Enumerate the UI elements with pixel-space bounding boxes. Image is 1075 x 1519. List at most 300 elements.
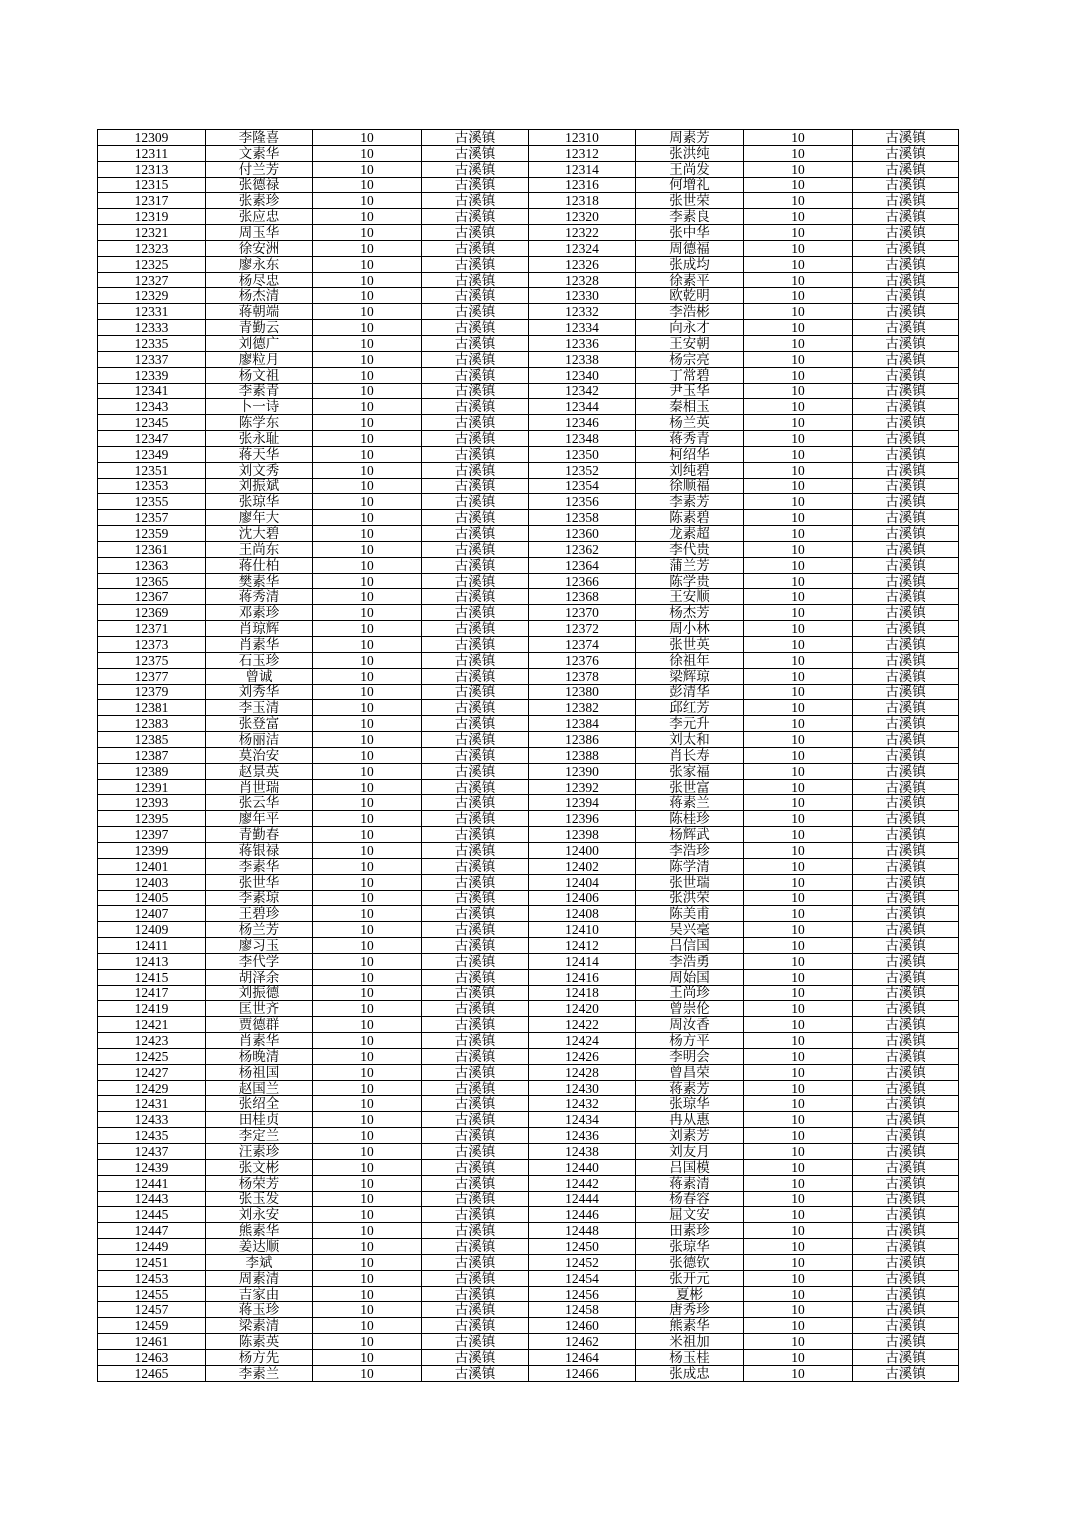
name-cell: 杨宗亮 [636,351,744,367]
town-cell: 古溪镇 [853,510,959,526]
id-cell: 12465 [98,1365,206,1381]
town-cell: 古溪镇 [422,779,529,795]
id-cell: 12376 [529,652,636,668]
table-row [98,541,959,557]
name-cell: 刘振德 [206,985,313,1001]
amount-cell: 10 [313,1191,422,1207]
amount-cell: 10 [744,351,853,367]
name-cell: 蒋秀清 [206,589,313,605]
town-cell: 古溪镇 [853,351,959,367]
id-cell: 12400 [529,842,636,858]
town-cell: 古溪镇 [853,225,959,241]
id-cell: 12404 [529,874,636,890]
town-cell: 古溪镇 [422,130,529,146]
town-cell: 古溪镇 [422,795,529,811]
table-row [98,272,959,288]
id-cell: 12383 [98,716,206,732]
table-row [98,795,959,811]
table-row [98,1159,959,1175]
amount-cell: 10 [744,1349,853,1365]
table-row [98,225,959,241]
town-cell: 古溪镇 [422,1334,529,1350]
table-row [98,716,959,732]
name-cell: 杨兰芳 [206,922,313,938]
town-cell: 古溪镇 [853,161,959,177]
town-cell: 古溪镇 [853,652,959,668]
town-cell: 古溪镇 [422,193,529,209]
town-cell: 古溪镇 [422,1223,529,1239]
id-cell: 12335 [98,335,206,351]
amount-cell: 10 [744,700,853,716]
name-cell: 刘秀华 [206,684,313,700]
town-cell: 古溪镇 [422,621,529,637]
amount-cell: 10 [744,890,853,906]
table-row [98,1001,959,1017]
table-row [98,1270,959,1286]
table-row [98,256,959,272]
amount-cell: 10 [313,1033,422,1049]
amount-cell: 10 [313,1223,422,1239]
name-cell: 李代学 [206,953,313,969]
amount-cell: 10 [313,557,422,573]
id-cell: 12435 [98,1128,206,1144]
table-row [98,209,959,225]
name-cell: 尹玉华 [636,383,744,399]
town-cell: 古溪镇 [853,240,959,256]
name-cell: 张世富 [636,779,744,795]
id-cell: 12461 [98,1334,206,1350]
name-cell: 张琼华 [636,1239,744,1255]
amount-cell: 10 [313,1096,422,1112]
name-cell: 廖永东 [206,256,313,272]
table-row [98,842,959,858]
id-cell: 12410 [529,922,636,938]
name-cell: 张世英 [636,637,744,653]
amount-cell: 10 [744,209,853,225]
id-cell: 12407 [98,906,206,922]
town-cell: 古溪镇 [422,478,529,494]
name-cell: 徐顺福 [636,478,744,494]
name-cell: 徐素平 [636,272,744,288]
id-cell: 12310 [529,130,636,146]
table-row [98,1033,959,1049]
name-cell: 王尚珍 [636,985,744,1001]
id-cell: 12427 [98,1064,206,1080]
table-row [98,335,959,351]
town-cell: 古溪镇 [422,494,529,510]
amount-cell: 10 [313,1302,422,1318]
name-cell: 杨杰芳 [636,605,744,621]
id-cell: 12315 [98,177,206,193]
town-cell: 古溪镇 [853,827,959,843]
id-cell: 12386 [529,732,636,748]
id-cell: 12323 [98,240,206,256]
town-cell: 古溪镇 [853,145,959,161]
name-cell: 欧乾明 [636,288,744,304]
town-cell: 古溪镇 [853,621,959,637]
name-cell: 丁常碧 [636,367,744,383]
table-row [98,732,959,748]
amount-cell: 10 [313,922,422,938]
table-row [98,906,959,922]
town-cell: 古溪镇 [853,1001,959,1017]
id-cell: 12336 [529,335,636,351]
name-cell: 赵景英 [206,763,313,779]
table-row [98,1365,959,1381]
amount-cell: 10 [313,874,422,890]
town-cell: 古溪镇 [853,1033,959,1049]
town-cell: 古溪镇 [422,462,529,478]
id-cell: 12324 [529,240,636,256]
id-cell: 12396 [529,811,636,827]
town-cell: 古溪镇 [853,1286,959,1302]
id-cell: 12355 [98,494,206,510]
town-cell: 古溪镇 [422,1302,529,1318]
table-row [98,1128,959,1144]
name-cell: 蒋素清 [636,1175,744,1191]
town-cell: 古溪镇 [422,969,529,985]
amount-cell: 10 [744,605,853,621]
amount-cell: 10 [744,541,853,557]
id-cell: 12413 [98,953,206,969]
table-row [98,1144,959,1160]
name-cell: 李素青 [206,383,313,399]
town-cell: 古溪镇 [853,1207,959,1223]
name-cell: 杨方先 [206,1349,313,1365]
amount-cell: 10 [744,906,853,922]
id-cell: 12332 [529,304,636,320]
name-cell: 杨辉武 [636,827,744,843]
id-cell: 12379 [98,684,206,700]
amount-cell: 10 [744,779,853,795]
id-cell: 12309 [98,130,206,146]
amount-cell: 10 [313,145,422,161]
id-cell: 12402 [529,858,636,874]
id-cell: 12381 [98,700,206,716]
table-row [98,589,959,605]
id-cell: 12408 [529,906,636,922]
amount-cell: 10 [744,716,853,732]
id-cell: 12319 [98,209,206,225]
amount-cell: 10 [313,1254,422,1270]
town-cell: 古溪镇 [853,700,959,716]
amount-cell: 10 [744,1254,853,1270]
amount-cell: 10 [313,1048,422,1064]
name-cell: 青勤春 [206,827,313,843]
town-cell: 古溪镇 [422,1048,529,1064]
table-row [98,858,959,874]
town-cell: 古溪镇 [422,1318,529,1334]
town-cell: 古溪镇 [853,589,959,605]
town-cell: 古溪镇 [853,1365,959,1381]
name-cell: 肖素华 [206,1033,313,1049]
town-cell: 古溪镇 [853,684,959,700]
amount-cell: 10 [313,272,422,288]
name-cell: 周德福 [636,240,744,256]
table-row [98,1207,959,1223]
table-row [98,145,959,161]
id-cell: 12394 [529,795,636,811]
name-cell: 莫治安 [206,747,313,763]
table-row [98,177,959,193]
id-cell: 12363 [98,557,206,573]
id-cell: 12453 [98,1270,206,1286]
amount-cell: 10 [313,605,422,621]
id-cell: 12431 [98,1096,206,1112]
town-cell: 古溪镇 [853,1239,959,1255]
town-cell: 古溪镇 [422,1365,529,1381]
town-cell: 古溪镇 [422,446,529,462]
amount-cell: 10 [744,1048,853,1064]
town-cell: 古溪镇 [422,351,529,367]
id-cell: 12340 [529,367,636,383]
name-cell: 杨尽忠 [206,272,313,288]
amount-cell: 10 [744,320,853,336]
table-row [98,494,959,510]
town-cell: 古溪镇 [853,1017,959,1033]
town-cell: 古溪镇 [422,922,529,938]
id-cell: 12436 [529,1128,636,1144]
amount-cell: 10 [744,1223,853,1239]
amount-cell: 10 [313,478,422,494]
table-row [98,415,959,431]
town-cell: 古溪镇 [853,637,959,653]
amount-cell: 10 [313,1112,422,1128]
data-table [97,129,959,1382]
amount-cell: 10 [744,431,853,447]
town-cell: 古溪镇 [853,1191,959,1207]
town-cell: 古溪镇 [422,890,529,906]
id-cell: 12360 [529,526,636,542]
town-cell: 古溪镇 [422,399,529,415]
id-cell: 12331 [98,304,206,320]
town-cell: 古溪镇 [853,304,959,320]
name-cell: 周素芳 [636,130,744,146]
name-cell: 张玉发 [206,1191,313,1207]
amount-cell: 10 [744,589,853,605]
amount-cell: 10 [313,1318,422,1334]
id-cell: 12348 [529,431,636,447]
town-cell: 古溪镇 [853,1144,959,1160]
table-row [98,557,959,573]
town-cell: 古溪镇 [422,1207,529,1223]
amount-cell: 10 [313,431,422,447]
table-row [98,1048,959,1064]
amount-cell: 10 [744,874,853,890]
table-row [98,811,959,827]
id-cell: 12392 [529,779,636,795]
amount-cell: 10 [313,240,422,256]
id-cell: 12362 [529,541,636,557]
amount-cell: 10 [313,335,422,351]
name-cell: 陈桂珍 [636,811,744,827]
name-cell: 沈大碧 [206,526,313,542]
amount-cell: 10 [313,700,422,716]
id-cell: 12449 [98,1239,206,1255]
name-cell: 杨方平 [636,1033,744,1049]
amount-cell: 10 [744,1017,853,1033]
table-row [98,462,959,478]
id-cell: 12390 [529,763,636,779]
amount-cell: 10 [313,779,422,795]
table-row [98,763,959,779]
id-cell: 12342 [529,383,636,399]
amount-cell: 10 [313,462,422,478]
amount-cell: 10 [744,1080,853,1096]
name-cell: 陈美甫 [636,906,744,922]
town-cell: 古溪镇 [422,1128,529,1144]
town-cell: 古溪镇 [422,320,529,336]
town-cell: 古溪镇 [853,1254,959,1270]
name-cell: 刘素芳 [636,1128,744,1144]
town-cell: 古溪镇 [853,985,959,1001]
table-row [98,1175,959,1191]
name-cell: 邱红芳 [636,700,744,716]
table-row [98,320,959,336]
name-cell: 梁素清 [206,1318,313,1334]
amount-cell: 10 [313,351,422,367]
id-cell: 12378 [529,668,636,684]
amount-cell: 10 [744,272,853,288]
name-cell: 梁辉琼 [636,668,744,684]
name-cell: 周始国 [636,969,744,985]
name-cell: 张德钦 [636,1254,744,1270]
town-cell: 古溪镇 [853,1080,959,1096]
name-cell: 周素清 [206,1270,313,1286]
name-cell: 文素华 [206,145,313,161]
name-cell: 姜达顺 [206,1239,313,1255]
town-cell: 古溪镇 [853,1112,959,1128]
table-row [98,684,959,700]
id-cell: 12351 [98,462,206,478]
table-row [98,367,959,383]
name-cell: 廖粒月 [206,351,313,367]
id-cell: 12425 [98,1048,206,1064]
table-row [98,1349,959,1365]
name-cell: 张世荣 [636,193,744,209]
name-cell: 张登富 [206,716,313,732]
name-cell: 刘友月 [636,1144,744,1160]
amount-cell: 10 [313,1349,422,1365]
id-cell: 12444 [529,1191,636,1207]
town-cell: 古溪镇 [422,985,529,1001]
amount-cell: 10 [313,256,422,272]
town-cell: 古溪镇 [853,811,959,827]
town-cell: 古溪镇 [853,1175,959,1191]
amount-cell: 10 [313,890,422,906]
name-cell: 向永才 [636,320,744,336]
town-cell: 古溪镇 [422,589,529,605]
name-cell: 曾崇伦 [636,1001,744,1017]
name-cell: 邓素珍 [206,605,313,621]
table-row [98,779,959,795]
amount-cell: 10 [744,953,853,969]
name-cell: 卜一诗 [206,399,313,415]
name-cell: 陈学清 [636,858,744,874]
town-cell: 古溪镇 [853,874,959,890]
amount-cell: 10 [744,478,853,494]
name-cell: 李隆喜 [206,130,313,146]
table-row [98,747,959,763]
amount-cell: 10 [744,161,853,177]
name-cell: 张世瑞 [636,874,744,890]
town-cell: 古溪镇 [422,747,529,763]
amount-cell: 10 [744,684,853,700]
town-cell: 古溪镇 [422,161,529,177]
town-cell: 古溪镇 [422,1270,529,1286]
amount-cell: 10 [744,288,853,304]
id-cell: 12367 [98,589,206,605]
amount-cell: 10 [313,842,422,858]
town-cell: 古溪镇 [853,763,959,779]
name-cell: 张洪荣 [636,890,744,906]
name-cell: 张世华 [206,874,313,890]
table-row [98,351,959,367]
id-cell: 12393 [98,795,206,811]
id-cell: 12375 [98,652,206,668]
id-cell: 12371 [98,621,206,637]
id-cell: 12373 [98,637,206,653]
id-cell: 12403 [98,874,206,890]
id-cell: 12405 [98,890,206,906]
amount-cell: 10 [313,938,422,954]
town-cell: 古溪镇 [422,240,529,256]
table-row [98,1334,959,1350]
amount-cell: 10 [744,573,853,589]
name-cell: 刘纯碧 [636,462,744,478]
table-row [98,399,959,415]
name-cell: 张开元 [636,1270,744,1286]
town-cell: 古溪镇 [853,541,959,557]
town-cell: 古溪镇 [853,462,959,478]
id-cell: 12338 [529,351,636,367]
name-cell: 王尚东 [206,541,313,557]
id-cell: 12399 [98,842,206,858]
amount-cell: 10 [744,462,853,478]
amount-cell: 10 [313,668,422,684]
town-cell: 古溪镇 [422,256,529,272]
town-cell: 古溪镇 [422,1349,529,1365]
amount-cell: 10 [313,1017,422,1033]
id-cell: 12409 [98,922,206,938]
id-cell: 12382 [529,700,636,716]
id-cell: 12420 [529,1001,636,1017]
town-cell: 古溪镇 [853,779,959,795]
amount-cell: 10 [744,399,853,415]
town-cell: 古溪镇 [422,842,529,858]
id-cell: 12418 [529,985,636,1001]
amount-cell: 10 [313,747,422,763]
town-cell: 古溪镇 [853,494,959,510]
table-row [98,446,959,462]
town-cell: 古溪镇 [422,858,529,874]
amount-cell: 10 [744,1112,853,1128]
amount-cell: 10 [313,1365,422,1381]
id-cell: 12347 [98,431,206,447]
name-cell: 陈学东 [206,415,313,431]
town-cell: 古溪镇 [422,1286,529,1302]
id-cell: 12333 [98,320,206,336]
amount-cell: 10 [313,1207,422,1223]
table-row [98,288,959,304]
name-cell: 胡泽余 [206,969,313,985]
town-cell: 古溪镇 [422,605,529,621]
name-cell: 徐祖年 [636,652,744,668]
amount-cell: 10 [744,668,853,684]
id-cell: 12429 [98,1080,206,1096]
amount-cell: 10 [313,827,422,843]
id-cell: 12330 [529,288,636,304]
